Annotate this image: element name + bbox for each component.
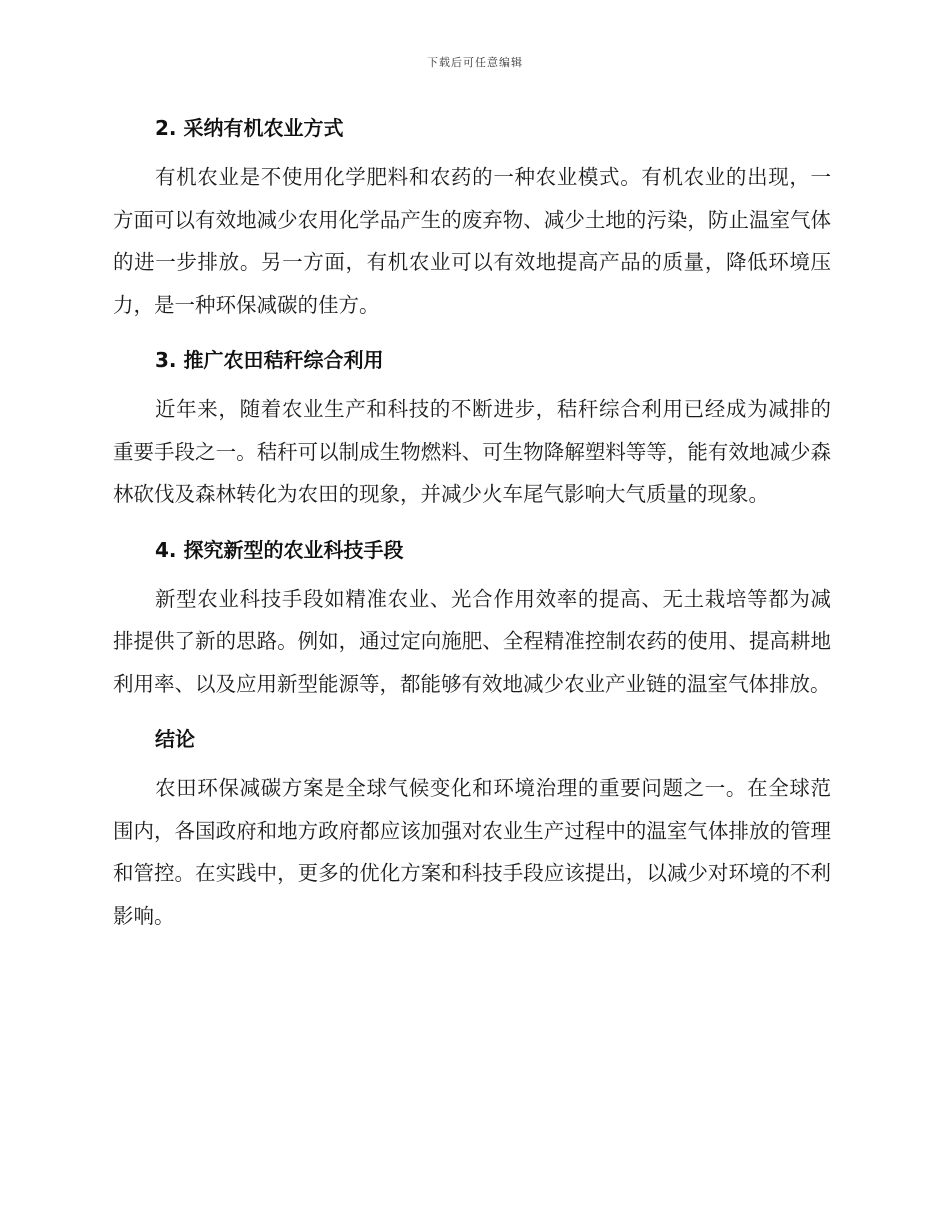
section-agri-technology bbox=[113, 530, 831, 706]
section-heading: 2. 采纳有机农业方式 bbox=[155, 116, 344, 140]
section-paragraph: 近年来，随着农业生产和科技的不断进步，秸秆综合利用已经成为减排的重要手段之一。秸秆可以制成生物燃料、可生物降解塑料等等，能有效地减少森林砍伐及森林转化为农田的现象，并减少火车尾气影响大气质量的现象。 bbox=[113, 397, 831, 506]
section-paragraph: 农田环保减碳方案是全球气候变化和环境治理的重要问题之一。在全球范围内，各国政府和地方政府都应该加强对农业生产过程中的温室气体排放的管理和管控。在实践中，更多的优化方案和科技手段应该提出，以减少对环境的不利影响。 bbox=[113, 776, 831, 928]
section-heading: 3. 推广农田秸秆综合利用 bbox=[155, 348, 384, 372]
section-heading: 4. 探究新型的农业科技手段 bbox=[155, 537, 404, 562]
document-body bbox=[113, 108, 831, 951]
header-note: 下载后可任意编辑 bbox=[427, 56, 523, 69]
section-organic-farming bbox=[113, 108, 831, 326]
section-heading: 结论 bbox=[155, 727, 195, 751]
section-paragraph: 有机农业是不使用化学肥料和农药的一种农业模式。有机农业的出现，一方面可以有效地减少农用化学品产生的废弃物、减少土地的污染，防止温室气体的进一步排放。另一方面，有机农业可以有效地提高产品的质量，降低环境压力，是一种环保减碳的佳方。 bbox=[113, 165, 831, 317]
section-straw-utilization bbox=[113, 340, 831, 516]
section-conclusion bbox=[113, 719, 831, 937]
section-paragraph: 新型农业科技手段如精准农业、光合作用效率的提高、无土栽培等都为减排提供了新的思路。例如，通过定向施肥、全程精准控制农药的使用、提高耕地利用率、以及应用新型能源等，都能够有效地减少农业产业链的温室气体排放。 bbox=[113, 586, 831, 696]
